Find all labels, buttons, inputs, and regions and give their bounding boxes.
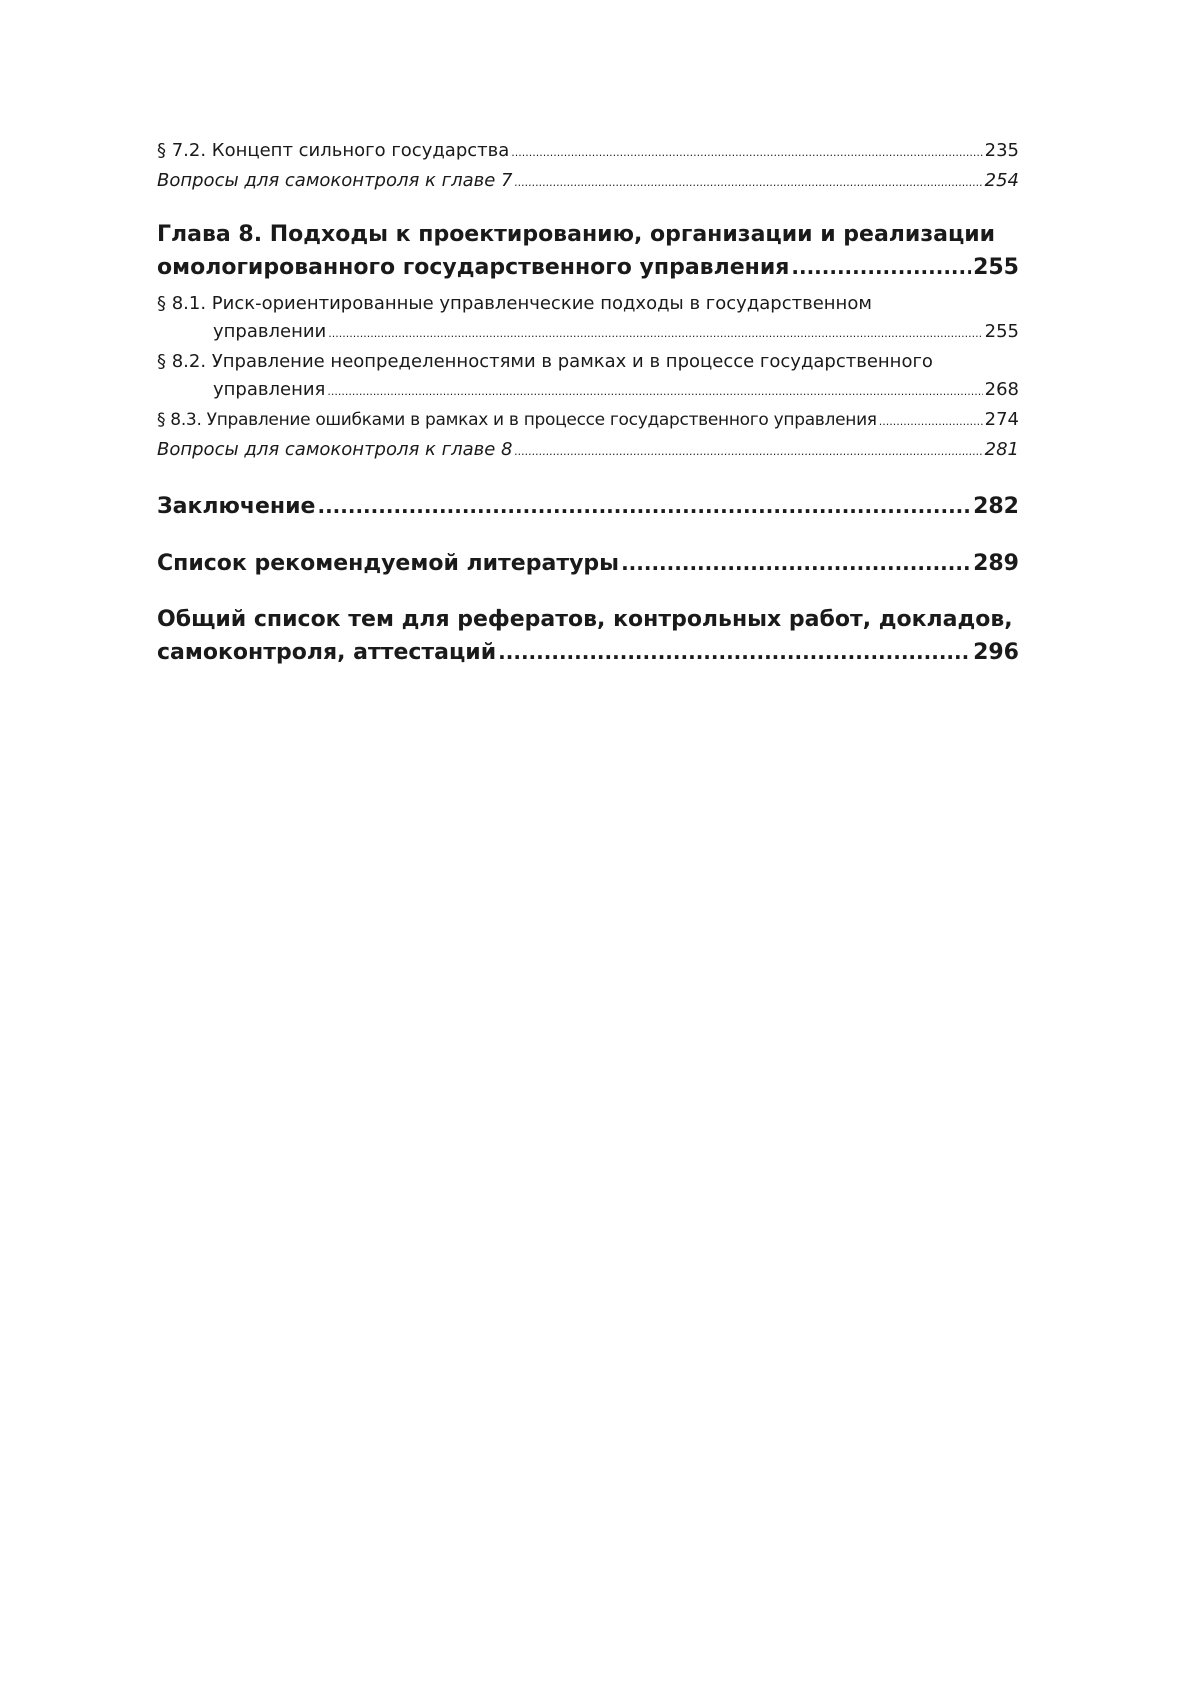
toc-entry-title: § 7.2. Концепт сильного государства — [157, 140, 510, 161]
toc-page-number: 268 — [984, 379, 1019, 400]
toc-page-number: 274 — [984, 409, 1019, 430]
toc-entry-title-line2: управлении — [213, 321, 327, 342]
toc-leader-dots — [791, 251, 971, 283]
toc-leader-dots — [879, 408, 983, 436]
toc-leader-dots — [511, 139, 982, 167]
toc-page-number: 296 — [973, 640, 1019, 665]
toc-entry-title: Вопросы для самоконтроля к главе 8 — [157, 439, 513, 460]
toc-entry-literature[interactable] — [157, 547, 1019, 580]
toc-entry-title-line1: § 8.2. Управление неопределенностями в рамках и в процессе государственного — [157, 351, 933, 372]
toc-entry-section-8-3[interactable] — [157, 406, 1019, 436]
toc-entry-title-line1: § 8.1. Риск-ориентированные управленческие подходы в государственном — [157, 293, 872, 314]
toc-entry-title-line2: омологированного государственного управления — [157, 255, 790, 280]
toc-page-number: 289 — [973, 551, 1019, 576]
toc-entry-conclusion[interactable] — [157, 490, 1019, 523]
toc-leader-dots — [317, 490, 971, 522]
table-of-contents — [157, 137, 1019, 669]
toc-page-number: 254 — [984, 170, 1019, 191]
toc-entry-chapter-8[interactable] — [157, 219, 1019, 284]
toc-entry-title-line1: Глава 8. Подходы к проектированию, организации и реализации — [157, 222, 996, 247]
toc-entry-title: Заключение — [157, 494, 316, 519]
toc-entry-section-7-2[interactable] — [157, 137, 1019, 167]
toc-leader-dots — [621, 547, 971, 579]
toc-leader-dots — [327, 378, 982, 406]
toc-entry-title-line2: управления — [213, 379, 326, 400]
toc-page-number: 281 — [984, 439, 1019, 460]
toc-leader-dots — [515, 169, 983, 197]
toc-entry-title-line2: самоконтроля, аттестаций — [157, 640, 497, 665]
toc-page-number: 235 — [984, 140, 1019, 161]
toc-page-number: 255 — [973, 255, 1019, 280]
toc-leader-dots — [498, 636, 971, 668]
toc-leader-dots — [515, 438, 983, 466]
toc-entry-section-8-2[interactable] — [157, 348, 1019, 406]
toc-entry-title: Список рекомендуемой литературы — [157, 551, 620, 576]
toc-entry-section-8-1[interactable] — [157, 290, 1019, 348]
toc-entry-questions-chapter-7[interactable] — [157, 167, 1019, 197]
toc-entry-questions-chapter-8[interactable] — [157, 436, 1019, 466]
toc-page-number: 255 — [984, 321, 1019, 342]
toc-page-number: 282 — [973, 494, 1019, 519]
toc-entry-title: Вопросы для самоконтроля к главе 7 — [157, 170, 513, 191]
toc-leader-dots — [328, 320, 982, 348]
toc-entry-title: § 8.3. Управление ошибками в рамках и в процессе государственного управления — [157, 410, 877, 430]
toc-entry-topics-list[interactable] — [157, 604, 1019, 669]
toc-entry-title-line1: Общий список тем для рефератов, контрольных работ, докладов, — [157, 607, 1013, 632]
